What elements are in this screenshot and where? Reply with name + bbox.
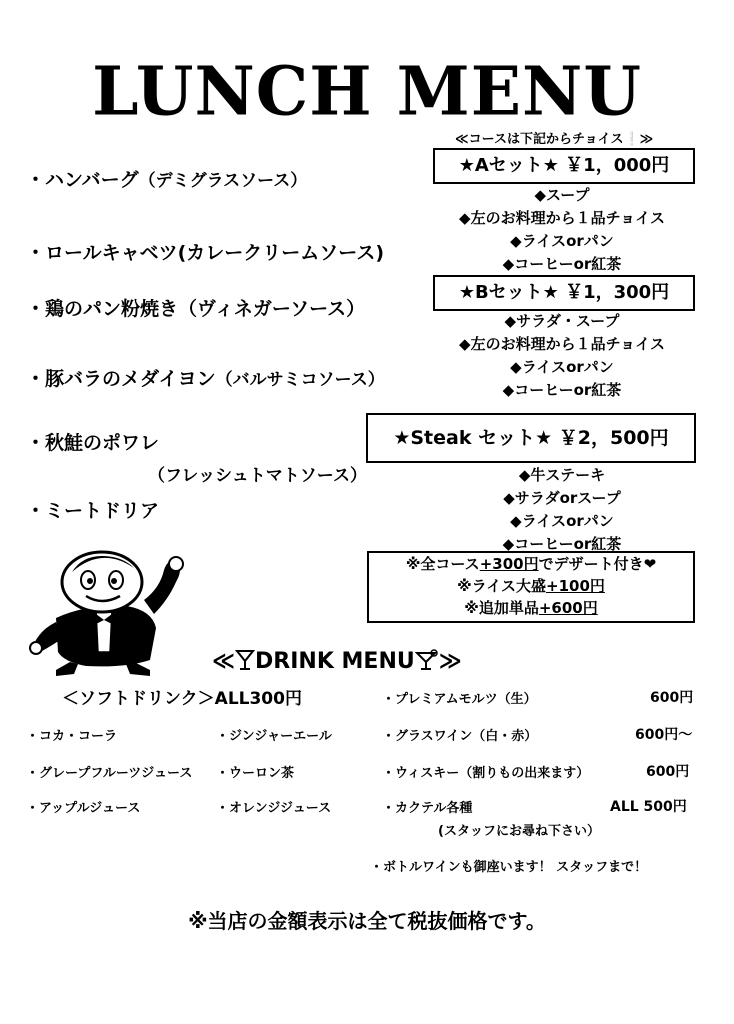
set-a-item: ◆左のお料理から１品チョイス	[459, 209, 665, 227]
soft-drink-item: ・グレープフルーツジュース	[26, 766, 193, 781]
extras-box	[367, 551, 695, 623]
set-a-label: ★Aセット★ ￥1，000円	[433, 148, 695, 184]
dish-sauce: (カレークリームソース)	[177, 242, 385, 264]
dish-name: ・ハンバーグ	[26, 169, 139, 191]
dish-pork	[26, 364, 385, 391]
alcohol-item: ・ウィスキー（割りもの出来ます）	[382, 766, 590, 781]
alcohol-item: ・プレミアムモルツ（生）	[382, 692, 537, 707]
tax-footer: ※当店の金額表示は全て税抜価格です。	[188, 909, 546, 933]
drink-heading: ≪ DRINK MENU ≫	[212, 649, 462, 674]
alcohol-price: 600円	[646, 764, 690, 780]
bottle-wine-note: ・ボトルワインも御座います！ スタッフまで！	[370, 860, 648, 875]
course-note: ≪コースは下記からチョイス❕≫	[455, 132, 654, 147]
alcohol-price: 600円	[650, 690, 694, 706]
soft-drink-item: ・ウーロン茶	[216, 766, 295, 781]
extra-single: ※追加単品+600円	[464, 599, 598, 617]
dish-salmon: ・秋鮭のポワレ	[26, 432, 160, 454]
dish-hamburg	[26, 165, 307, 192]
set-steak-label: ★Steak セット★ ￥2，500円	[366, 413, 696, 463]
drink-heading-text: DRINK MENU	[255, 649, 415, 674]
soft-drink-header: ＜ソフトドリンク＞ALL300円	[62, 689, 302, 709]
set-b-item: ◆左のお料理から１品チョイス	[459, 335, 665, 353]
soft-drink-item: ・アップルジュース	[26, 801, 141, 816]
extra-dessert: ※全コース+300円でデザート付き❤	[405, 555, 657, 573]
page-title: LUNCH MENU	[92, 51, 642, 131]
dish-meat-doria: ・ミートドリア	[26, 500, 160, 522]
set-b-item: ◆サラダ・スープ	[504, 312, 620, 330]
dish-sauce: （デミグラスソース）	[138, 171, 308, 191]
waiter-illustration	[26, 548, 196, 680]
dish-salmon-sauce: （フレッシュトマトソース）	[148, 466, 367, 486]
set-steak-item: ◆ライスorパン	[510, 512, 614, 530]
soft-drink-item: ・コカ・コーラ	[26, 729, 118, 744]
set-a-item: ◆スープ	[534, 186, 590, 204]
set-steak-item: ◆牛ステーキ	[518, 466, 606, 484]
set-steak-item: ◆サラダorスープ	[503, 489, 621, 507]
dish-name: ・ロールキャベツ	[26, 242, 178, 264]
dish-name: ・鶏のパン粉焼き	[26, 298, 179, 320]
soft-drink-item: ・ジンジャーエール	[216, 729, 332, 744]
cocktail-glass-icon	[415, 649, 439, 671]
dish-sauce: （バルサミコソース）	[215, 370, 385, 390]
set-steak-item: ◆コーヒーor紅茶	[502, 535, 622, 553]
alcohol-price: 600円～	[635, 727, 693, 743]
set-b-item: ◆ライスorパン	[510, 358, 614, 376]
extra-rice: ※ライス大盛+100円	[457, 577, 605, 595]
cocktail-note: (スタッフにお尋ね下さい）	[438, 824, 600, 839]
alcohol-item: ・グラスワイン（白・赤）	[382, 729, 538, 744]
dish-sauce: （ヴィネガーソース）	[178, 298, 366, 320]
set-a-item: ◆ライスorパン	[510, 232, 614, 250]
set-b-label: ★Bセット★ ￥1，300円	[433, 275, 695, 311]
set-b-item: ◆コーヒーor紅茶	[502, 381, 622, 399]
alcohol-price: ALL 500円	[610, 799, 687, 815]
alcohol-item: ・カクテル各種	[382, 801, 473, 816]
dish-roll-cabbage	[26, 238, 384, 265]
dish-name: ・豚バラのメダイヨン	[26, 368, 216, 390]
dish-chicken	[26, 294, 365, 321]
soft-drink-item: ・オレンジジュース	[216, 801, 332, 816]
set-a-item: ◆コーヒーor紅茶	[502, 255, 622, 273]
cocktail-glass-icon	[235, 649, 255, 671]
